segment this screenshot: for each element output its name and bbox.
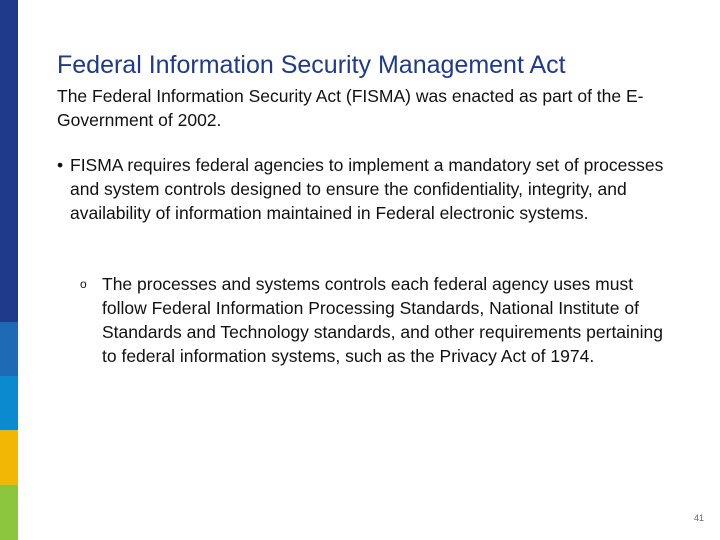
- sidebar-segment-navy: [0, 0, 18, 322]
- sub-bullet-text: The processes and systems controls each federal agency uses must follow Federal Information Processing Standards, National Institute of Standards and Technology standards, and other requirements pertaining to federal information systems, such as the Privacy Act of 1974.: [102, 274, 664, 366]
- slide-title: Federal Information Security Management Act: [57, 50, 566, 79]
- sidebar-segment-green: [0, 485, 18, 540]
- sidebar-segment-blue: [0, 322, 18, 376]
- sub-bullet-marker: o: [80, 277, 87, 291]
- bullet-text: FISMA requires federal agencies to implement a mandatory set of processes and system controls designed to ensure the confidentiality, integrity, and availability of information maintained in Federal electronic systems.: [70, 155, 664, 223]
- sub-bullet-item: [80, 272, 670, 368]
- bullet-item: [57, 153, 667, 225]
- sidebar-segment-light-blue: [0, 376, 18, 430]
- bullet-marker: •: [57, 155, 64, 175]
- accent-sidebar: [0, 0, 18, 540]
- intro-paragraph: The Federal Information Security Act (FISMA) was enacted as part of the E-Government of 2002.: [57, 86, 644, 130]
- page-number: 41: [693, 513, 704, 523]
- sidebar-segment-yellow: [0, 430, 18, 485]
